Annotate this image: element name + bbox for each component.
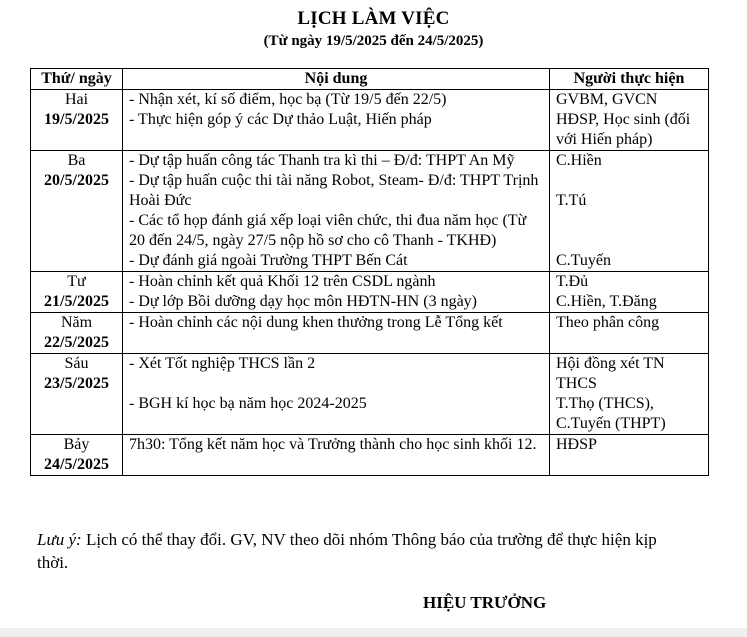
table-row <box>31 313 709 354</box>
person-item: C.Tuyến <box>556 252 611 269</box>
person-cell <box>550 272 709 313</box>
person-item: HĐSP <box>556 436 597 453</box>
person-cell <box>550 313 709 354</box>
note-text: Lịch có thể thay đổi. GV, NV theo dõi nhóm Thông báo của trường để thực hiện kịp thời. <box>37 530 657 572</box>
day-cell <box>31 272 123 313</box>
content-item: - BGH kí học bạ năm học 2024-2025 <box>129 395 367 412</box>
content-item: - Dự tập huấn cuộc thi tài năng Robot, Steam- Đ/đ: THPT Trịnh Hoài Đức <box>129 172 539 209</box>
day-cell <box>31 354 123 435</box>
note-label: Lưu ý: <box>37 530 82 549</box>
person-item: Theo phân công <box>556 314 660 331</box>
content-item: - Dự lớp Bồi dưỡng dạy học môn HĐTN-HN (3 ngày) <box>129 293 477 310</box>
content-item: - Nhận xét, kí số điểm, học bạ (Từ 19/5 đến 22/5) <box>129 91 447 108</box>
content-cell <box>123 151 550 272</box>
day-name: Bảy <box>63 436 90 453</box>
person-item: Hội đồng xét TN THCS <box>556 355 665 392</box>
person-cell <box>550 151 709 272</box>
person-item: T.Đủ <box>556 273 589 290</box>
day-date: 22/5/2025 <box>44 334 109 351</box>
content-item: - Dự đánh giá ngoài Trường THPT Bến Cát <box>129 252 408 269</box>
content-item: - Các tổ họp đánh giá xếp loại viên chức, thi đua năm học (Từ 20 đến 24/5, ngày 27/5 nộp hồ sơ cho cô Thanh - TKHĐ) <box>129 212 527 249</box>
day-name: Năm <box>60 314 93 331</box>
person-item: GVBM, GVCN <box>556 91 658 108</box>
day-cell <box>31 90 123 151</box>
day-date: 21/5/2025 <box>44 293 109 310</box>
content-cell <box>123 354 550 435</box>
day-cell <box>31 313 123 354</box>
day-date: 20/5/2025 <box>44 172 109 189</box>
day-cell <box>31 435 123 476</box>
day-cell <box>31 151 123 272</box>
person-item: T.Thọ (THCS), C.Tuyến (THPT) <box>556 395 666 432</box>
content-item: - Thực hiện góp ý các Dự thảo Luật, Hiến pháp <box>129 111 432 128</box>
table-row <box>31 272 709 313</box>
date-range-subtitle: (Từ ngày 19/5/2025 đến 24/5/2025) <box>263 33 484 49</box>
content-item: - Hoàn chỉnh các nội dung khen thưởng trong Lễ Tổng kết <box>129 314 503 331</box>
day-date: 23/5/2025 <box>44 375 109 392</box>
table-row <box>31 151 709 272</box>
bottom-edge-bar <box>0 628 747 637</box>
day-name: Tư <box>67 273 86 290</box>
person-item: HĐSP, Học sinh (đối với Hiến pháp) <box>556 111 691 148</box>
day-name: Hai <box>64 91 89 108</box>
content-cell <box>123 90 550 151</box>
day-date: 24/5/2025 <box>44 456 109 473</box>
content-item: 7h30: Tổng kết năm học và Trưởng thành cho học sinh khối 12. <box>129 436 537 453</box>
content-item: - Xét Tốt nghiệp THCS lần 2 <box>129 355 316 372</box>
day-name: Sáu <box>64 355 89 372</box>
table-row <box>31 435 709 476</box>
day-date: 19/5/2025 <box>44 111 109 128</box>
content-item: - Hoàn chỉnh kết quả Khối 12 trên CSDL ngành <box>129 273 436 290</box>
person-item: C.Hiền, T.Đăng <box>556 293 657 310</box>
note-paragraph <box>37 528 687 574</box>
content-cell <box>123 435 550 476</box>
column-header-person: Người thực hiện <box>550 69 709 90</box>
table-header-row <box>31 69 709 90</box>
schedule-table <box>30 68 709 476</box>
document-title: LỊCH LÀM VIỆC <box>297 8 450 29</box>
person-cell <box>550 354 709 435</box>
person-item: T.Tú <box>556 192 587 209</box>
person-cell <box>550 90 709 151</box>
person-item: C.Hiền <box>556 152 602 169</box>
content-cell <box>123 313 550 354</box>
person-cell <box>550 435 709 476</box>
content-cell <box>123 272 550 313</box>
content-item: - Dự tập huấn công tác Thanh tra kì thi – Đ/đ: THPT An Mỹ <box>129 152 515 169</box>
column-header-day: Thứ/ ngày <box>31 69 123 90</box>
day-name: Ba <box>67 152 86 169</box>
column-header-content: Nội dung <box>123 69 550 90</box>
table-row <box>31 354 709 435</box>
table-row <box>31 90 709 151</box>
signer-title: HIỆU TRƯỞNG <box>423 593 547 612</box>
